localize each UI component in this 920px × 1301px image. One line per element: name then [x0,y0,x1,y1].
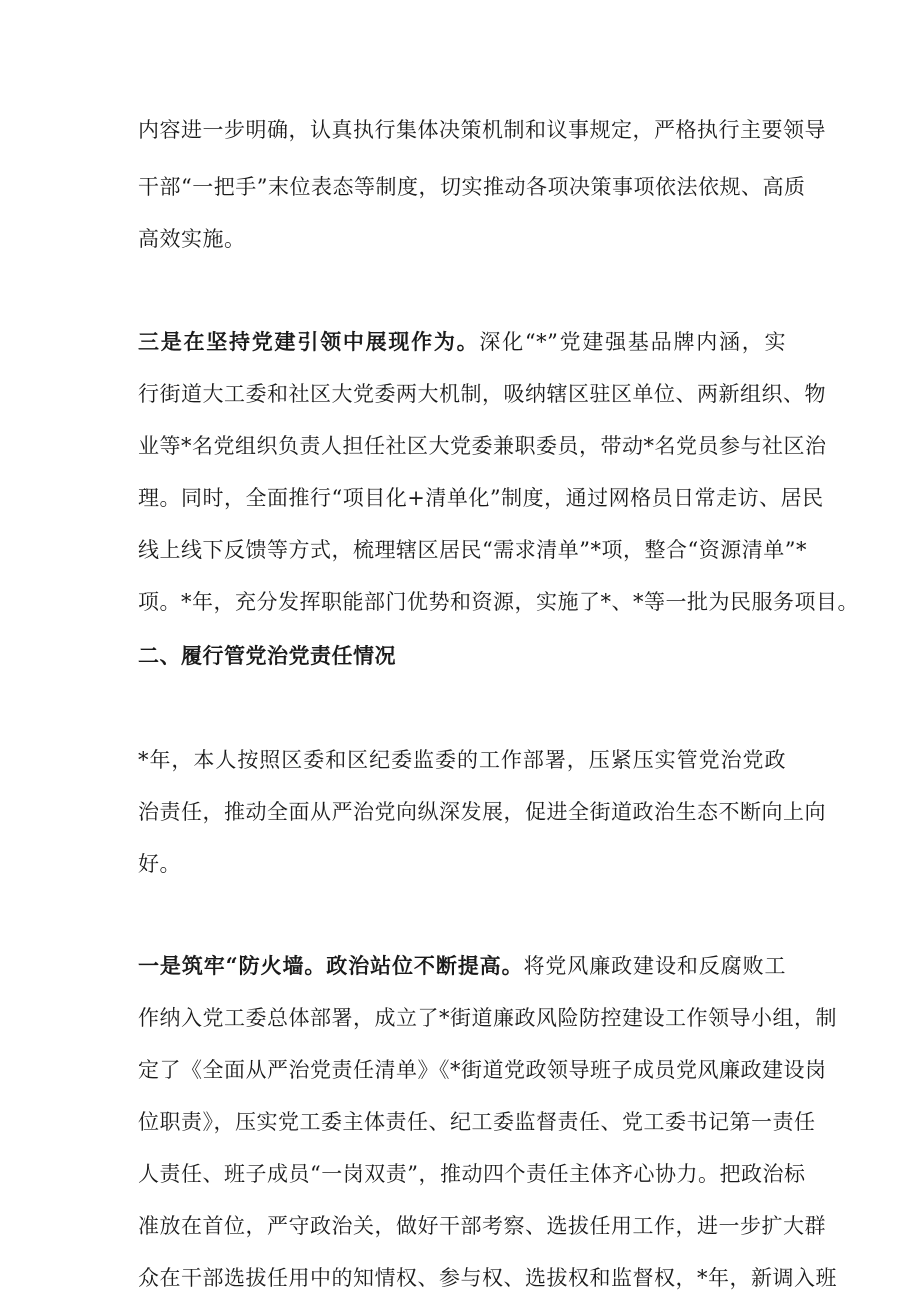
text-line: 干部“一把手”末位表态等制度，切实推动各项决策事项依法依规、高质 [138,175,806,199]
paragraph-lead-text: 深化“*”党建强基品牌内涵，实 [479,330,786,354]
text-line: 定了《全面从严治党责任清单》《*街道党政领导班子成员党风廉政建设岗 [138,1058,827,1082]
paragraph-lead-line [138,952,786,980]
paragraph-lead-text: 将党风廉政建设和反腐败工 [523,954,787,978]
text-line: 作纳入党工委总体部署，成立了*街道廉政风险防控建设工作领导小组，制 [138,1006,837,1030]
text-line: 治责任，推动全面从严治党向纵深发展，促进全街道政治生态不断向上向 [138,800,826,824]
text-line: *年，本人按照区委和区纪委监委的工作部署，压紧压实管党治党政 [138,748,786,772]
text-line: 位职责》，压实党工委主体责任、纪工委监督责任、党工委书记第一责任 [138,1110,816,1134]
text-line: 高效实施。 [138,227,246,251]
text-line: 行街道大工委和社区大党委两大机制，吸纳辖区驻区单位、两新组织、物 [138,382,826,406]
paragraph-lead-line [138,328,786,356]
text-line: 好。 [138,852,181,876]
text-line: 业等*名党组织负责人担任社区大党委兼职委员，带动*名党员参与社区治 [138,434,827,458]
text-line: 人责任、班子成员“一岗双责”，推动四个责任主体齐心协力。把政治标 [138,1162,806,1186]
text-line: 线上线下反馈等方式，梳理辖区居民“需求清单”*项，整合“资源清单”* [138,538,807,562]
section-heading: 二、履行管党治党责任情况 [138,643,396,668]
paragraph-lead-bold: 三是在坚持党建引领中展现作为。 [138,329,480,354]
text-line: 理。同时，全面推行“项目化+清单化”制度，通过网格员日常走访、居民 [138,486,824,510]
text-line: 内容进一步明确，认真执行集体决策机制和议事规定，严格执行主要领导 [138,118,826,142]
text-line: 项。*年，充分发挥职能部门优势和资源，实施了*、*等一批为民服务项目。 [138,590,859,614]
text-line: 众在干部选拔任用中的知情权、参与权、选拔权和监督权，*年，新调入班 [138,1266,837,1290]
text-line: 准放在首位，严守政治关，做好干部考察、选拔任用工作，进一步扩大群 [138,1214,826,1238]
paragraph-lead-bold: 一是筑牢“防火墙。政治站位不断提高。 [138,953,524,978]
